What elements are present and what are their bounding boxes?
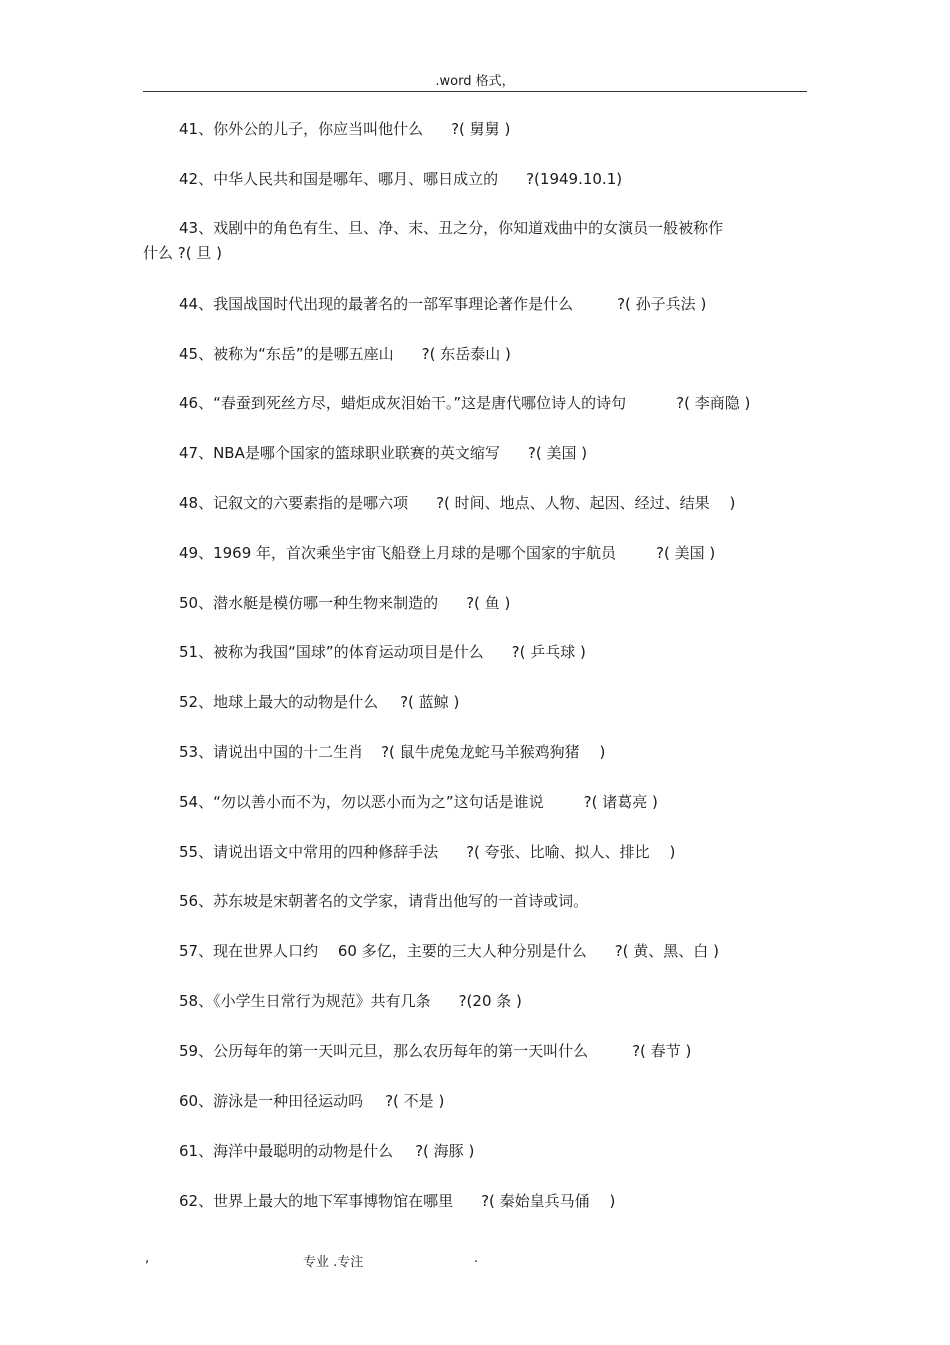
question-text: 50、潜水艇是模仿哪一种生物来制造的 <box>179 594 439 612</box>
answer-text: ?( 秦始皇兵马俑 ) <box>481 1192 616 1210</box>
answer-text: ?( 鱼 ) <box>466 594 511 612</box>
answer-text: ?( 黄、黑、白 ) <box>614 942 719 960</box>
question-text: 53、请说出中国的十二生肖 <box>179 743 364 761</box>
question-text: 58、《小学生日常行为规范》共有几条 <box>179 992 431 1010</box>
list-item <box>179 167 622 191</box>
answer-text: ?( 李商隐 ) <box>676 394 751 412</box>
answer-text: ?(1949.10.1) <box>526 170 623 188</box>
question-text: 60、游泳是一种田径运动吗 <box>179 1092 364 1110</box>
answer-text: ?( 乒乓球 ) <box>511 643 586 661</box>
answer-text: ?( 美国 ) <box>656 544 716 562</box>
question-text: 46、“春蚕到死丝方尽，蜡炬成灰泪始干。”这是唐代哪位诗人的诗句 <box>179 394 627 412</box>
question-text: 57、现在世界人口约 60 多亿，主要的三大人种分别是什么 <box>179 942 587 960</box>
question-text: 55、请说出语文中常用的四种修辞手法 <box>179 843 439 861</box>
page-header: .word 格式， <box>435 74 515 89</box>
footer-left: , <box>145 1251 150 1266</box>
answer-text: ?( 鼠牛虎兔龙蛇马羊猴鸡狗猪 ) <box>381 743 606 761</box>
answer-text: ?( 时间、地点、人物、起因、经过、结果 ) <box>436 494 736 512</box>
list-item <box>179 292 706 316</box>
list-item <box>179 1189 615 1213</box>
list-item <box>179 591 510 615</box>
answer-text: ?( 蓝鲸 ) <box>400 693 460 711</box>
question-text: 41、你外公的儿子，你应当叫他什么 <box>179 120 424 138</box>
question-text: 48、记叙文的六要素指的是哪六项 <box>179 494 409 512</box>
list-item <box>179 1089 444 1113</box>
question-text: 45、被称为“东岳”的是哪五座山 <box>179 345 394 363</box>
list-item <box>179 216 723 240</box>
list-item <box>179 541 715 565</box>
list-item <box>179 391 750 415</box>
question-text: 43、戏剧中的角色有生、旦、净、末、丑之分，你知道戏曲中的女演员一般被称作 <box>179 219 724 237</box>
header-rule <box>143 91 807 92</box>
question-text: 62、世界上最大的地下军事博物馆在哪里 <box>179 1192 454 1210</box>
answer-text: 什么 ?( 旦 ) <box>143 244 222 262</box>
answer-text: ?( 春节 ) <box>632 1042 692 1060</box>
answer-text: ?( 夸张、比喻、拟人、排比 ) <box>466 843 676 861</box>
list-item <box>179 342 511 366</box>
list-item <box>179 989 522 1013</box>
question-text: 52、地球上最大的动物是什么 <box>179 693 379 711</box>
answer-text: ?( 诸葛亮 ) <box>583 793 658 811</box>
list-item <box>179 1039 691 1063</box>
list-item <box>179 740 605 764</box>
list-item <box>179 1139 474 1163</box>
answer-text: ?( 东岳泰山 ) <box>421 345 511 363</box>
list-item <box>179 640 586 664</box>
answer-text: ?(20 条 ) <box>458 992 522 1010</box>
footer-right: . <box>474 1251 479 1266</box>
question-text: 51、被称为我国“国球”的体育运动项目是什么 <box>179 643 484 661</box>
question-text: 49、1969 年，首次乘坐宇宙飞船登上月球的是哪个国家的宇航员 <box>179 544 617 562</box>
question-text: 59、公历每年的第一天叫元旦，那么农历每年的第一天叫什么 <box>179 1042 589 1060</box>
footer-center: 专业 .专注 <box>303 1255 364 1270</box>
list-item <box>179 790 658 814</box>
question-text: 54、“勿以善小而不为，勿以恶小而为之”这句话是谁说 <box>179 793 544 811</box>
list-item <box>179 117 510 141</box>
list-item <box>179 939 719 963</box>
list-item <box>179 840 675 864</box>
list-item <box>179 491 735 515</box>
question-text: 56、苏东坡是宋朝著名的文学家，请背出他写的一首诗或词。 <box>179 892 589 910</box>
answer-text: ?( 美国 ) <box>527 444 588 462</box>
answer-text: ?( 不是 ) <box>385 1092 445 1110</box>
answer-text: ?( 舅舅 ) <box>451 120 511 138</box>
list-item <box>179 690 459 714</box>
list-item-continuation <box>143 241 222 265</box>
question-text: 61、海洋中最聪明的动物是什么 <box>179 1142 394 1160</box>
question-text: 44、我国战国时代出现的最著名的一部军事理论著作是什么 <box>179 295 574 313</box>
question-text: 47、NBA是哪个国家的篮球职业联赛的英文缩写 <box>179 444 500 462</box>
list-item <box>179 889 588 913</box>
question-text: 42、中华人民共和国是哪年、哪月、哪日成立的 <box>179 170 499 188</box>
answer-text: ?( 孙子兵法 ) <box>617 295 707 313</box>
list-item <box>179 441 587 465</box>
answer-text: ?( 海豚 ) <box>415 1142 475 1160</box>
